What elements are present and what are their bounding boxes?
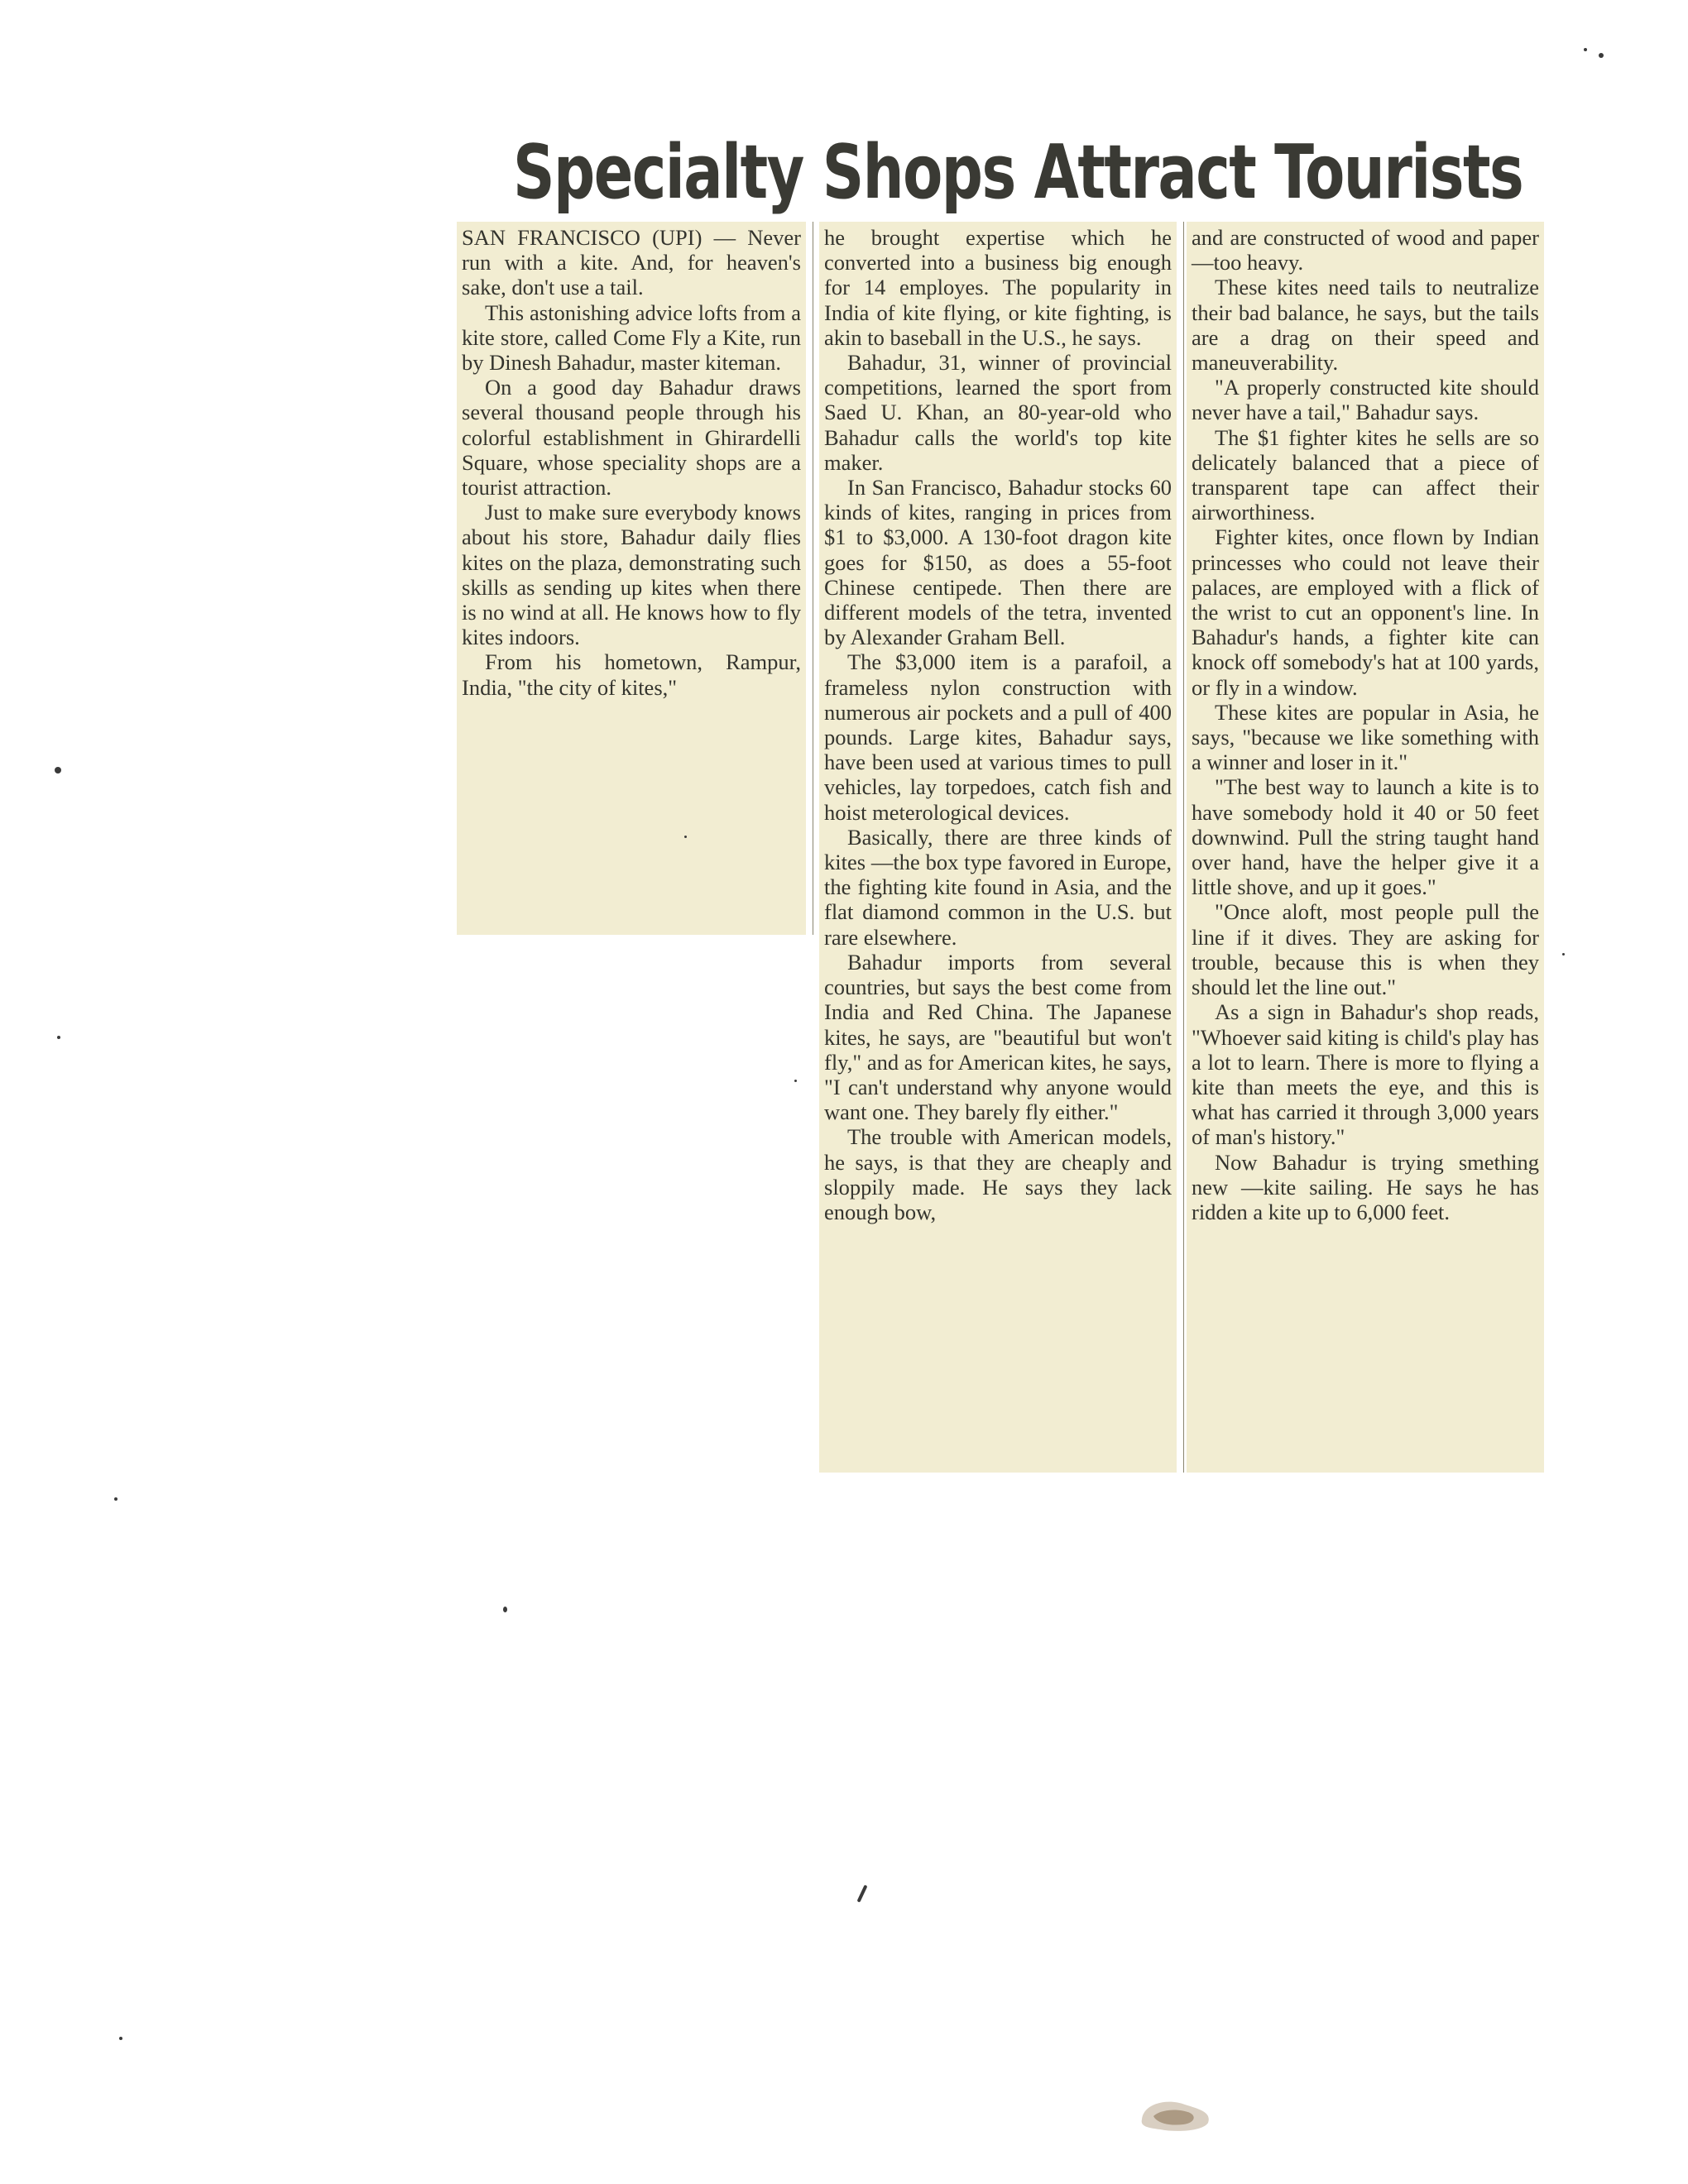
article-column-1 bbox=[457, 222, 806, 935]
paragraph: In San Francisco, Bahadur stocks 60 kinds of kites, ranging in prices from $1 to $3,000. A 130-foot dragon kite goes for $150, as does a 55-foot Chinese centipede. Then there are different models of the tetra, invented by Alexander Graham Bell. bbox=[824, 475, 1172, 650]
newspaper-clipping bbox=[455, 124, 1546, 1473]
scan-speck bbox=[1584, 48, 1587, 51]
stain-mark bbox=[1135, 2095, 1216, 2134]
paragraph: Bahadur imports from several countries, but says the best come from India and Red China. The Japanese kites, he says, are "beautiful but won't fly," and as for American kites, he says, "I can't understand why anyone would want one. They barely fly either." bbox=[824, 949, 1172, 1125]
article-column-2 bbox=[819, 222, 1177, 1473]
headline: Specialty Shops Attract Tourists bbox=[513, 129, 1523, 216]
article-column-3 bbox=[1187, 222, 1544, 1473]
paragraph: The trouble with American models, he says, is that they are cheaply and sloppily made. He says they lack enough bow, bbox=[824, 1124, 1172, 1224]
paragraph: These kites need tails to neutralize their bad balance, he says, but the tails are a drag on their speed and maneuverability. bbox=[1192, 275, 1539, 376]
paragraph: "A properly constructed kite should never have a tail," Bahadur says. bbox=[1192, 375, 1539, 425]
paragraph: These kites are popular in Asia, he says, "because we like something with a winner and loser in it." bbox=[1192, 699, 1539, 775]
paragraph: Bahadur, 31, winner of provincial competitions, learned the sport from Saed U. Khan, an 80-year-old who Bahadur calls the world's top kite maker. bbox=[824, 350, 1172, 475]
paragraph: On a good day Bahadur draws several thousand people through his colorful establishment in Ghirardelli Square, whose speciality shops are a tourist attraction. bbox=[462, 375, 801, 500]
paragraph: As a sign in Bahadur's shop reads, "Whoever said kiting is child's play has a lot to learn. There is more to flying a kite than meets the eye, and this is what has carried it through 3,000 years of man's history." bbox=[1192, 999, 1539, 1150]
paragraph: Just to make sure everybody knows about his store, Bahadur daily flies kites on the plaza, demonstrating such skills as sending up kites when there is no wind at all. He knows how to fly kites indoors. bbox=[462, 500, 801, 650]
paragraph: and are constructed of wood and paper —too heavy. bbox=[1192, 225, 1539, 275]
scan-speck bbox=[1562, 953, 1565, 956]
paragraph: This astonishing advice lofts from a kite store, called Come Fly a Kite, run by Dinesh Bahadur, master kiteman. bbox=[462, 299, 801, 376]
paragraph: he brought expertise which he converted into a business big enough for 14 employes. The popularity in India of kite flying, or kite fighting, is akin to baseball in the U.S., he says. bbox=[824, 225, 1172, 350]
paragraph: Fighter kites, once flown by Indian princesses who could not leave their palaces, are employed with a flick of the wrist to cut an opponent's line. In Bahadur's hands, a fighter kite can knock off somebody's hat at 100 yards, or fly in a window. bbox=[1192, 524, 1539, 700]
scan-speck bbox=[1599, 53, 1604, 58]
scan-speck bbox=[57, 1036, 60, 1039]
scan-speck bbox=[114, 1497, 117, 1501]
paragraph: Now Bahadur is trying smething new —kite sailing. He says he has ridden a kite up to 6,000 feet. bbox=[1192, 1149, 1539, 1224]
paragraph: Basically, there are three kinds of kites —the box type favored in Europe, the fighting kite found in Asia, and the flat diamond common in the U.S. but rare elsewhere. bbox=[824, 824, 1172, 950]
paragraph: From his hometown, Rampur, India, "the city of kites," bbox=[462, 649, 801, 700]
scan-speck bbox=[794, 1080, 797, 1082]
paragraph: SAN FRANCISCO (UPI) — Never run with a kite. And, for heaven's sake, don't use a tail. bbox=[462, 225, 801, 300]
scan-speck bbox=[857, 1885, 868, 1903]
paragraph: "Once aloft, most people pull the line if it dives. They are asking for trouble, because this is when they should let the line out." bbox=[1192, 899, 1539, 1000]
scan-speck bbox=[55, 767, 61, 774]
scan-speck bbox=[119, 2037, 122, 2040]
paragraph: "The best way to launch a kite is to have somebody hold it 40 or 50 feet downwind. Pull the string taught hand over hand, have the helper give it a little shove, and up it goes." bbox=[1192, 774, 1539, 900]
paragraph: The $3,000 item is a parafoil, a frameless nylon construction with numerous air pockets and a pull of 400 pounds. Large kites, Bahadur says, have been used at various times to pull vehicles, lay torpedoes, catch fish and hoist meterological devices. bbox=[824, 649, 1172, 825]
scan-speck bbox=[684, 836, 687, 838]
paragraph: The $1 fighter kites he sells are so delicately balanced that a piece of transparent tape can affect their airworthiness. bbox=[1192, 424, 1539, 525]
scan-speck bbox=[503, 1607, 507, 1612]
